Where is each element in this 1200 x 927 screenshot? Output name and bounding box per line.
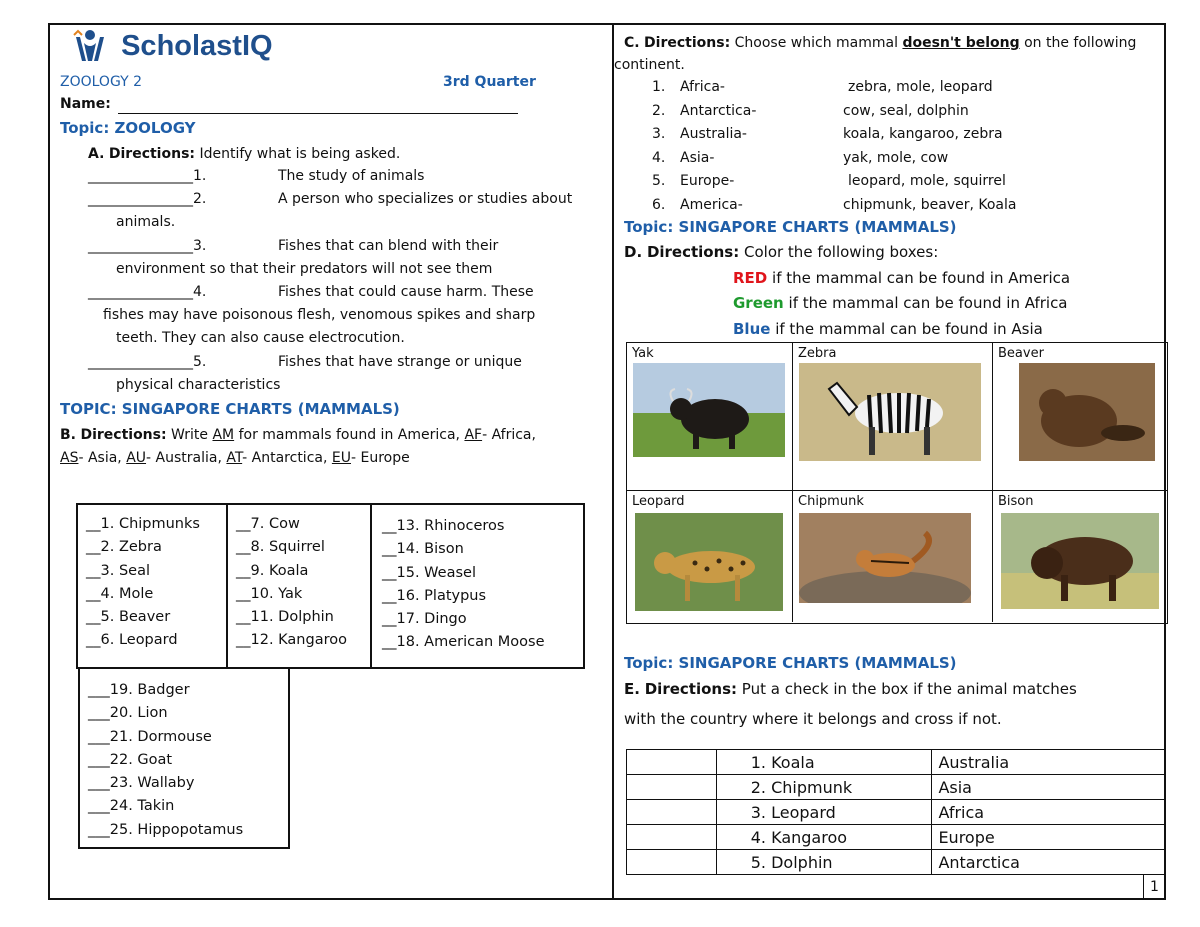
sectionC-item-animals[interactable]: cow, seal, dolphin [843,102,969,119]
mammal-list-1 [86,513,226,653]
sectionC-item-continent: America- [680,196,743,213]
sectionB-dir-label: Directions: [80,427,167,443]
mammal-item[interactable]: __17. Dingo [382,611,467,628]
mammal-item[interactable]: ___24. Takin [88,798,175,815]
name-line[interactable] [118,113,518,114]
sectionC-item-continent: Africa- [680,79,725,95]
sectionC-dir-post: on the following [1024,35,1137,51]
sectionC-item-animals[interactable]: zebra, mole, leopard [848,79,993,95]
mammal-item[interactable]: __11. Dolphin [236,609,334,626]
table-cell-place: Africa [932,800,1166,825]
code-eu-text: - Europe [350,450,410,466]
mammal-item[interactable]: __14. Bison [382,541,464,558]
brand-logo-icon [70,27,110,65]
sectionA-item-2-text-cont: animals. [116,214,176,230]
sectionA-dir-label: Directions: [108,146,196,162]
sectionE-dir-text1: Put a check in the box if the animal matches [741,680,1077,698]
mammal-box-4 [78,667,290,849]
mammal-item[interactable]: __5. Beaver [86,609,171,626]
sectionA-item-1-text: The study of animals [278,168,425,184]
yak-photo [633,363,785,457]
sectionA-item-4-text-cont: fishes may have poisonous flesh, venomous spikes and sharp [103,307,536,323]
sectionA-item-4-text-cont2: teeth. They can also cause electrocution. [116,330,405,346]
code-at-text: - Antarctica, [242,450,328,466]
brand-logo [70,27,273,65]
animal-cell-zebra[interactable] [793,343,993,491]
mammal-list-2 [236,513,370,653]
subject-label: ZOOLOGY 2 [60,74,143,90]
sectionC-item-animals[interactable]: leopard, mole, squirrel [848,173,1006,189]
animal-label-bison: Bison [998,494,1034,509]
sectionD-directions [624,243,938,261]
color-red-label: RED [733,269,768,287]
mammal-item[interactable]: __13. Rhinoceros [382,518,505,534]
sectionC-dir-label: Directions: [644,35,731,51]
color-green-label: Green [733,294,784,312]
check-box-cell[interactable] [627,825,717,850]
sectionD-dir-label: Directions: [646,243,740,261]
table-cell-place: Asia [932,775,1166,800]
mammal-box-1 [76,503,228,669]
chipmunk-photo [799,513,971,603]
animal-label-beaver: Beaver [998,346,1044,361]
sectionC-item-continent: Asia- [680,149,715,166]
sectionE-topic: Topic: SINGAPORE CHARTS (MAMMALS) [624,654,957,672]
color-green-text: if the mammal can be found in Africa [788,294,1068,312]
sectionA-item-2-text: A person who specializes or studies about [278,191,573,207]
sectionC-item-num: 1. [652,79,666,95]
animal-label-zebra: Zebra [798,346,837,361]
table-cell-place: Australia [932,750,1166,775]
animal-cell-yak[interactable] [627,343,793,491]
table-cell-place: Antarctica [932,850,1166,875]
code-am-text: for mammals found in America, [238,427,460,443]
mammal-item[interactable]: ___23. Wallaby [88,775,195,792]
animal-photo-grid [626,342,1168,624]
code-as-text: - Asia, [78,450,122,466]
mammal-item[interactable]: __2. Zebra [86,539,162,556]
code-au-text: - Australia, [146,450,222,466]
table-cell-animal: 1. Koala [716,750,932,775]
table-row [627,750,1166,775]
sectionC-dir-line2: continent. [614,57,685,73]
mammal-item[interactable]: ___19. Badger [88,682,190,698]
mammal-item[interactable]: __15. Weasel [382,564,476,581]
code-at: AT [226,450,243,466]
check-box-cell[interactable] [627,800,717,825]
sectionA-item-4-blank[interactable]: _______________4. [88,284,207,300]
mammal-box-2 [226,503,372,669]
sectionA-item-5-blank[interactable]: _______________5. [88,354,207,370]
color-red-text: if the mammal can be found in America [772,269,1071,287]
animal-cell-chipmunk[interactable] [793,491,993,622]
sectionB-dir-write: Write [171,427,209,443]
check-box-cell[interactable] [627,775,717,800]
sectionC-item-num: 3. [652,126,666,142]
sectionA-directions [88,146,400,162]
sectionB-topic: TOPIC: SINGAPORE CHARTS (MAMMALS) [60,400,400,418]
mammal-item[interactable]: __6. Leopard [86,632,178,649]
sectionC-item-num: 5. [652,173,666,189]
table-cell-animal: 3. Leopard [716,800,932,825]
mammal-item[interactable]: ___22. Goat [88,751,173,768]
animal-label-chipmunk: Chipmunk [798,494,864,509]
animal-cell-bison[interactable] [993,491,1167,622]
code-af: AF [464,427,483,443]
sectionC-item-animals[interactable]: yak, mole, cow [843,149,949,166]
table-row [627,850,1166,875]
sectionC-dir-pre: Choose which mammal [734,35,898,51]
brand-name: ScholastIQ [121,29,273,62]
sectionD-topic: Topic: SINGAPORE CHARTS (MAMMALS) [624,218,957,236]
table-cell-animal: 5. Dolphin [716,850,932,875]
sectionC-letter: C. [624,35,640,51]
sectionD-red-line [733,269,1070,287]
sectionC-item-animals[interactable]: koala, kangaroo, zebra [843,126,1003,142]
code-au: AU [126,450,147,466]
code-am: AM [212,427,235,443]
table-row [627,800,1166,825]
mammal-list-3 [382,515,583,655]
table-row [627,775,1166,800]
mammal-item[interactable]: __10. Yak [236,585,303,602]
color-blue-text: if the mammal can be found in Asia [775,320,1043,338]
mammal-item[interactable]: __7. Cow [236,516,300,532]
table-row [627,825,1166,850]
check-box-cell[interactable] [627,750,717,775]
mammal-item[interactable]: __12. Kangaroo [236,632,347,649]
column-divider [612,23,614,900]
sectionC-item-continent: Australia- [680,126,747,142]
sectionA-item-1-blank[interactable]: _______________1. [88,168,207,184]
bison-photo [1001,513,1159,609]
code-eu: EU [331,450,351,466]
page-number: 1 [1143,874,1166,900]
animal-label-leopard: Leopard [632,494,685,509]
leopard-photo [635,513,783,611]
animal-cell-beaver[interactable] [993,343,1167,491]
mammal-item[interactable]: __16. Platypus [382,587,487,604]
sectionE-dir-text2: with the country where it belongs and cross if not. [624,710,1002,728]
mammal-item[interactable]: ___20. Lion [88,705,168,722]
mammal-item[interactable]: ___25. Hippopotamus [88,821,244,838]
sectionA-letter: A. [88,146,105,162]
mammal-box-3 [370,503,585,669]
sectionD-green-line [733,294,1068,312]
sectionD-blue-line [733,320,1043,338]
sectionA-item-3-text: Fishes that can blend with their [278,238,499,254]
sectionC-item-continent: Europe- [680,173,735,189]
sectionC-item-num: 2. [652,102,666,119]
sectionA-item-3-blank[interactable]: _______________3. [88,238,207,254]
animal-cell-leopard[interactable] [627,491,793,622]
beaver-photo [1019,363,1155,461]
sectionC-directions [624,35,1136,51]
sectionA-item-2-blank[interactable]: _______________2. [88,191,207,207]
mammal-item[interactable]: __18. American Moose [382,634,545,651]
sectionD-dir-text: Color the following boxes: [744,243,939,261]
sectionC-item-animals[interactable]: chipmunk, beaver, Koala [843,196,1017,213]
matching-table [626,749,1166,875]
table-cell-animal: 2. Chipmunk [716,775,932,800]
sectionA-item-3-text-cont: environment so that their predators will not see them [116,261,493,277]
zebra-photo [799,363,981,461]
mammal-item[interactable]: __4. Mole [86,585,154,602]
table-cell-place: Europe [932,825,1166,850]
name-label: Name: [60,96,111,112]
table-cell-animal: 4. Kangaroo [716,825,932,850]
mammal-item[interactable]: ___21. Dormouse [88,728,212,745]
mammal-item[interactable]: __1. Chipmunks [86,516,200,532]
sectionC-dir-emph: doesn't belong [902,35,1020,51]
sectionB-directions-line1 [60,427,536,443]
sectionA-item-4-text: Fishes that could cause harm. These [278,284,534,300]
mammal-item[interactable]: __9. Koala [236,562,309,579]
mammal-item[interactable]: __3. Seal [86,562,150,579]
code-as: AS [60,450,79,466]
sectionC-item-continent: Antarctica- [680,102,757,119]
sectionE-dir-label: Directions: [644,680,738,698]
sectionA-item-5-text-cont: physical characteristics [116,377,281,393]
sectionC-item-num: 6. [652,196,666,213]
animal-label-yak: Yak [632,346,654,361]
code-af-text: - Africa, [482,427,536,443]
mammal-list-4 [88,679,288,842]
color-blue-label: Blue [733,320,771,338]
check-box-cell[interactable] [627,850,717,875]
mammal-item[interactable]: __8. Squirrel [236,539,325,556]
sectionE-letter: E. [624,680,640,698]
sectionB-letter: B. [60,427,76,443]
sectionB-directions-line2 [60,450,410,466]
sectionE-directions [624,680,1077,698]
sectionD-letter: D. [624,243,643,261]
topic-zoology: Topic: ZOOLOGY [60,119,196,137]
sectionA-dir-text: Identify what is being asked. [199,146,401,162]
sectionC-item-num: 4. [652,149,666,166]
quarter-label: 3rd Quarter [443,74,536,90]
sectionA-item-5-text: Fishes that have strange or unique [278,354,522,370]
